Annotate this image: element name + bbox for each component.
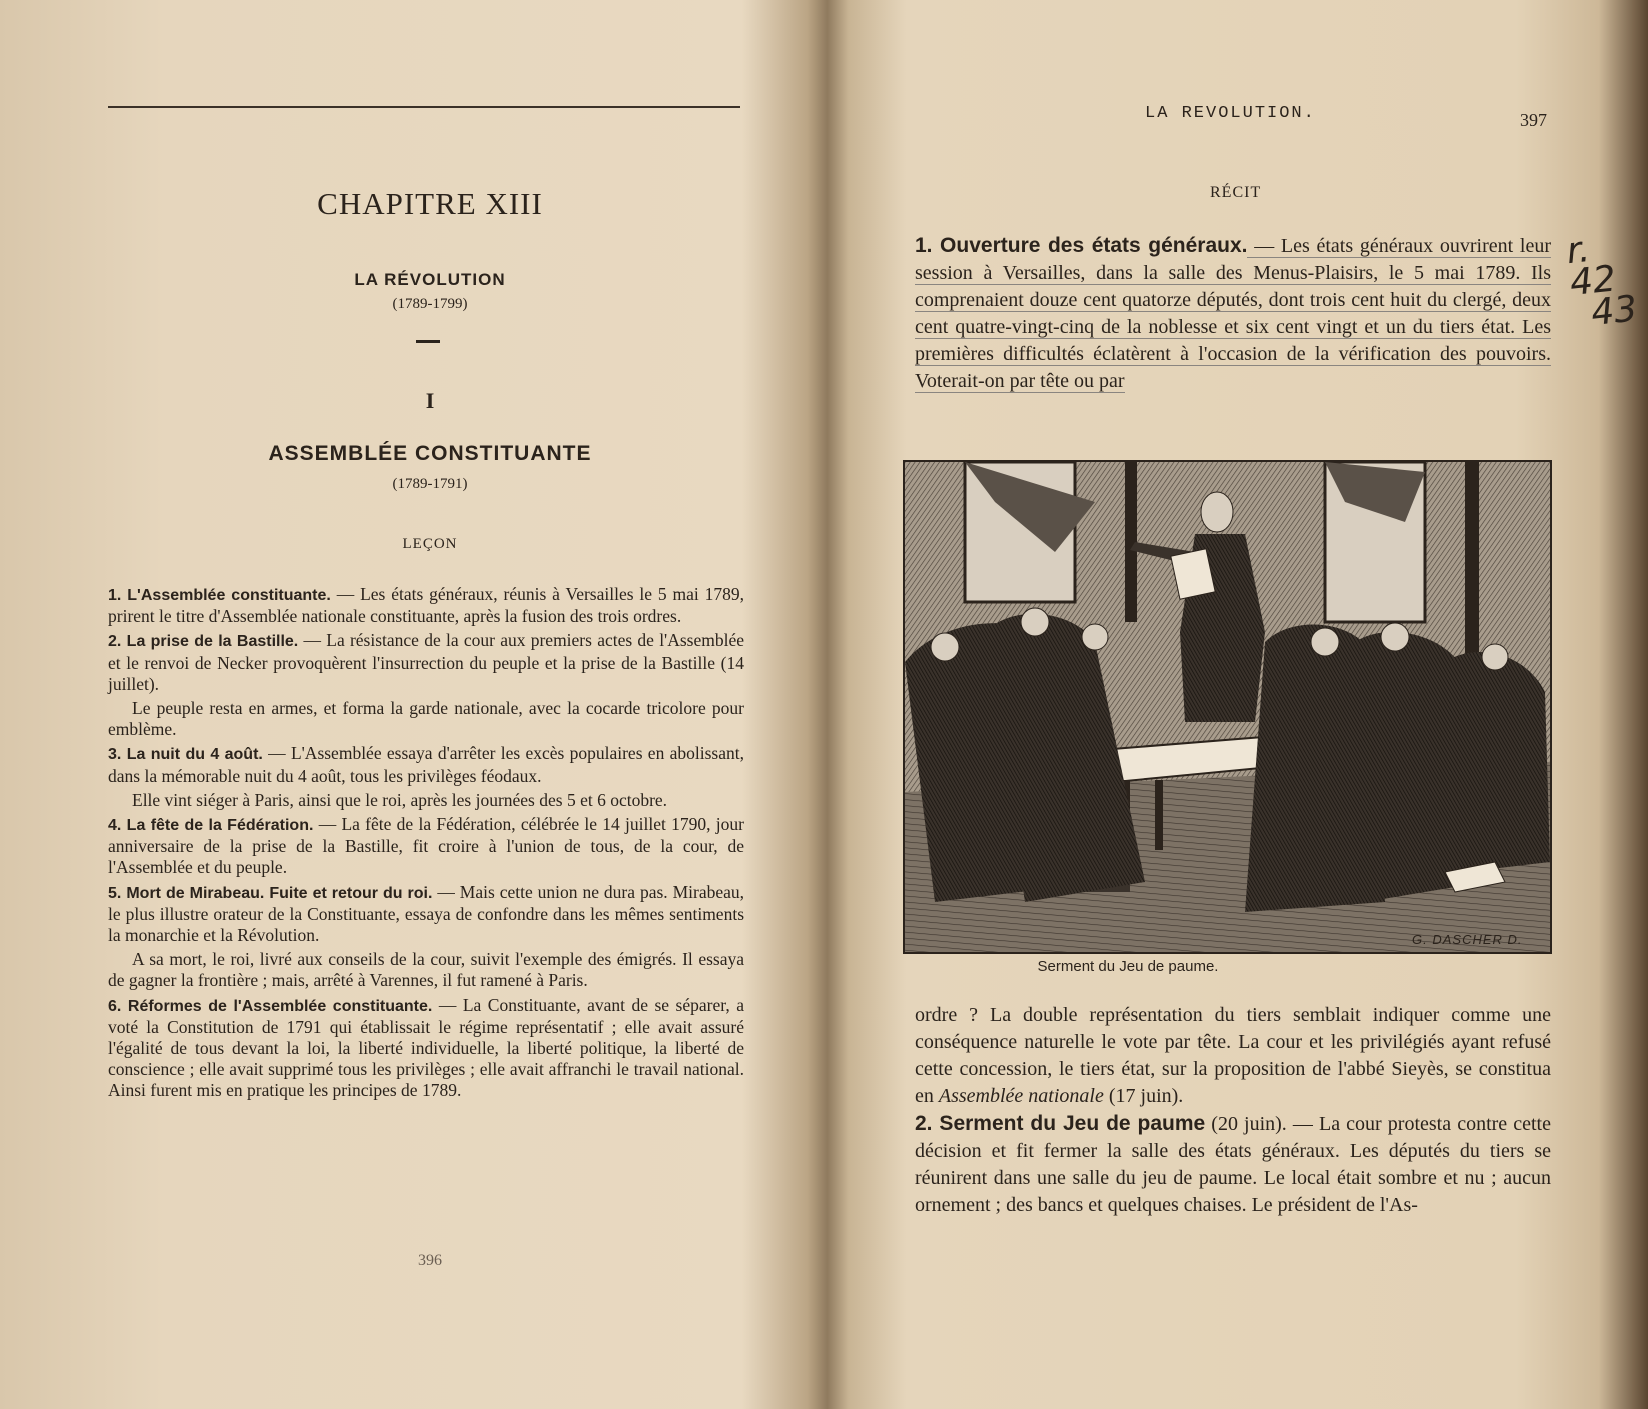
page-number-left: 396 xyxy=(418,1252,442,1269)
paragraph-head: 2. Serment du Jeu de paume xyxy=(915,1112,1206,1135)
recit-continuation xyxy=(915,1002,1551,1219)
separator-dash xyxy=(416,340,440,343)
handwritten-margin-note xyxy=(1565,228,1648,332)
paragraph-head: 1. L'Assemblée constituante. xyxy=(108,587,331,604)
left-page xyxy=(0,0,820,1409)
engraving-illustration xyxy=(903,460,1552,954)
section-title: ASSEMBLÉE CONSTITUANTE xyxy=(268,442,592,465)
paragraph-body: Elle vint siéger à Paris, ainsi que le roi, après les journées des 5 et 6 octobre. xyxy=(132,789,668,810)
lesson-text xyxy=(108,584,744,1105)
lesson-paragraph xyxy=(108,743,744,786)
paragraph-head: 3. La nuit du 4 août. xyxy=(108,746,263,764)
running-head: LA REVOLUTION. xyxy=(1145,104,1316,123)
lesson-paragraph xyxy=(108,790,744,811)
paragraph-body: — L'Assemblée essaya d'arrêter les excès populaires en abolissant, dans la mémorable nuit du 4 août, tous les privilèges féodaux. xyxy=(108,743,744,786)
paragraph-body: — La Constituante, avant de se séparer, a voté la Constitution de 1791 qui établissait le régime représentatif ; elle avait assuré l'égalité de tous devant la loi, la liberté individuelle, la liberté politique, la liberté de conscience ; elle avait supprimé tous les privilèges ; elle avait affranchi le travail national. Ainsi furent mis en pratique les principes de 1789. xyxy=(108,994,745,1101)
lesson-label: LEÇON xyxy=(402,536,458,552)
lesson-paragraph xyxy=(108,698,744,740)
paragraph-body: — La cour protesta contre cette décision et fit fermer la salle des états généraux. Les députés du tiers se réunirent dans une salle du jeu de paume. Le local était sombre et nu ; aucun ornement ; des bancs et quelques chaises. Le président de l'As- xyxy=(915,1113,1551,1216)
paragraph-body-end: (17 juin). xyxy=(1103,1085,1184,1107)
paragraph-date: (20 juin). xyxy=(1205,1113,1287,1135)
paragraph-head: 6. Réformes de l'Assemblée constituante. xyxy=(108,997,433,1015)
paragraph-body: — Les états généraux, réunis à Versailles le 5 mai 1789, prirent le titre d'Assemblée nationale constituante, après la fusion des trois ordres. xyxy=(108,584,744,627)
margin-note-line-2: 43 xyxy=(1589,288,1640,334)
paragraph-head: 1. Ouverture des états généraux. xyxy=(915,234,1248,257)
section-dates: (1789-1791) xyxy=(392,476,468,492)
section-number: I xyxy=(425,388,435,413)
chapter-title: LA RÉVOLUTION xyxy=(354,270,506,289)
lesson-paragraph xyxy=(108,882,744,947)
paragraph-body: — Les états généraux ouvrirent leur session à Versailles, dans la salle des Menus-Plaisirs, le 5 mai 1789. Ils comprenaient douze cent quatorze députés, dont trois cent huit du clergé, deux cent quatre-vingt-cinq de la noblesse et six cent vingt et un du tiers état. Les premières difficultés éclatèrent à l'occasion de la vérification des pouvoirs. Voterait-on par tête ou par xyxy=(915,235,1551,392)
lesson-paragraph xyxy=(108,584,744,627)
paragraph-body: ordre ? La double représentation du tiers semblait indiquer comme une conséquence naturelle le vote par tête. La cour et les privilégiés ayant refusé cette concession, le tiers état, sur la proposition de l'abbé Sieyès, se constitua en xyxy=(915,1004,1551,1107)
illustration-caption: Serment du Jeu de paume. xyxy=(1037,958,1219,975)
chapter-heading: CHAPITRE XIII xyxy=(317,186,543,221)
paragraph-body: Le peuple resta en armes, et forma la garde nationale, avec la cocarde tricolore pour emblème. xyxy=(108,698,744,740)
lesson-paragraph xyxy=(108,995,744,1102)
lesson-paragraph xyxy=(108,630,744,695)
paragraph-body: — La résistance de la cour aux premiers actes de l'Assemblée et le renvoi de Necker provoquèrent l'insurrection du peuple et la prise de la Bastille (14 juillet). xyxy=(108,630,744,694)
recit-label: RÉCIT xyxy=(1210,184,1262,201)
margin-note-line-1: r. 42 xyxy=(1564,228,1618,304)
paragraph-head: 4. La fête de la Fédération. xyxy=(108,817,314,835)
page-number-right: 397 xyxy=(1520,110,1547,130)
paragraph-head: 2. La prise de la Bastille. xyxy=(108,633,299,651)
italic-term: Assemblée nationale xyxy=(938,1085,1104,1107)
paragraph-head: 5. Mort de Mirabeau. Fuite et retour du roi. xyxy=(108,884,433,902)
paragraph-body: A sa mort, le roi, livré aux conseils de la cour, suivit l'exemple des émigrés. Il essaya de gagner la frontière ; mais, arrêté à Varennes, il fut ramené à Paris. xyxy=(108,949,744,991)
paragraph-body: — La fête de la Fédération, célébrée le 14 juillet 1790, jour anniversaire de la prise de la Bastille, fit croire à l'union de tous, de la cour, de l'Assemblée et du peuple. xyxy=(108,814,744,878)
engraving-image xyxy=(905,462,1550,952)
lesson-paragraph xyxy=(108,814,744,879)
chapter-dates: (1789-1799) xyxy=(392,296,468,312)
engraver-signature: G. DASCHER D. xyxy=(1412,932,1523,947)
paragraph-body: — Mais cette union ne dura pas. Mirabeau, le plus illustre orateur de la Constituante, essaya de confondre dans les mêmes sentiments la monarchie et la Révolution. xyxy=(108,881,744,946)
header-rule xyxy=(108,106,740,108)
recit-paragraph-1 xyxy=(915,232,1551,395)
